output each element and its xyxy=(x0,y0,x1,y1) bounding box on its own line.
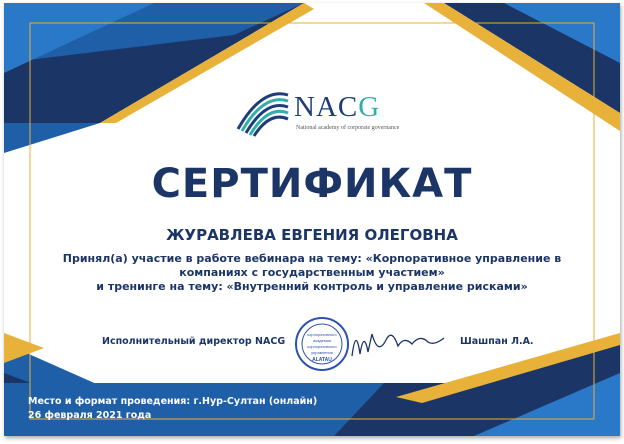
certificate-body xyxy=(44,252,580,294)
body-line: и тренинге на тему: «Внутренний контроль и управление рисками» xyxy=(96,280,528,293)
certificate-title: СЕРТИФИКАТ xyxy=(151,161,473,207)
stamp-text: управления xyxy=(311,350,333,355)
recipient-name: ЖУРАВЛЕВА ЕВГЕНИЯ ОЛЕГОВНА xyxy=(166,226,458,244)
footer-info xyxy=(28,395,317,423)
stamp-text: корпоративного xyxy=(307,344,337,349)
official-stamp xyxy=(294,316,454,372)
signature xyxy=(352,334,444,356)
director-label: Исполнительный директор NACG xyxy=(102,336,286,347)
nacg-logo xyxy=(232,85,412,145)
body-line: компаниях с государственным участием» xyxy=(179,266,445,279)
footer-location: Место и формат проведения: г.Нур-Султан (онлайн) xyxy=(28,396,318,407)
logo-emblem-icon xyxy=(232,85,292,137)
body-line: Принял(а) участие в работе вебинара на тему: «Корпоративное управление в xyxy=(62,252,562,265)
footer-date: 26 февраля 2021 года xyxy=(28,410,152,421)
stamp-text: академия xyxy=(313,338,331,343)
logo-tagline: National academy of corporate governance xyxy=(296,125,400,131)
stamp-bottom: ALATAU xyxy=(312,357,332,363)
stamp-text: корпоративного xyxy=(307,332,337,337)
logo-wordmark: NACG xyxy=(294,91,381,123)
signer-name: Шашпан Л.А. xyxy=(460,336,534,347)
certificate xyxy=(4,3,620,436)
